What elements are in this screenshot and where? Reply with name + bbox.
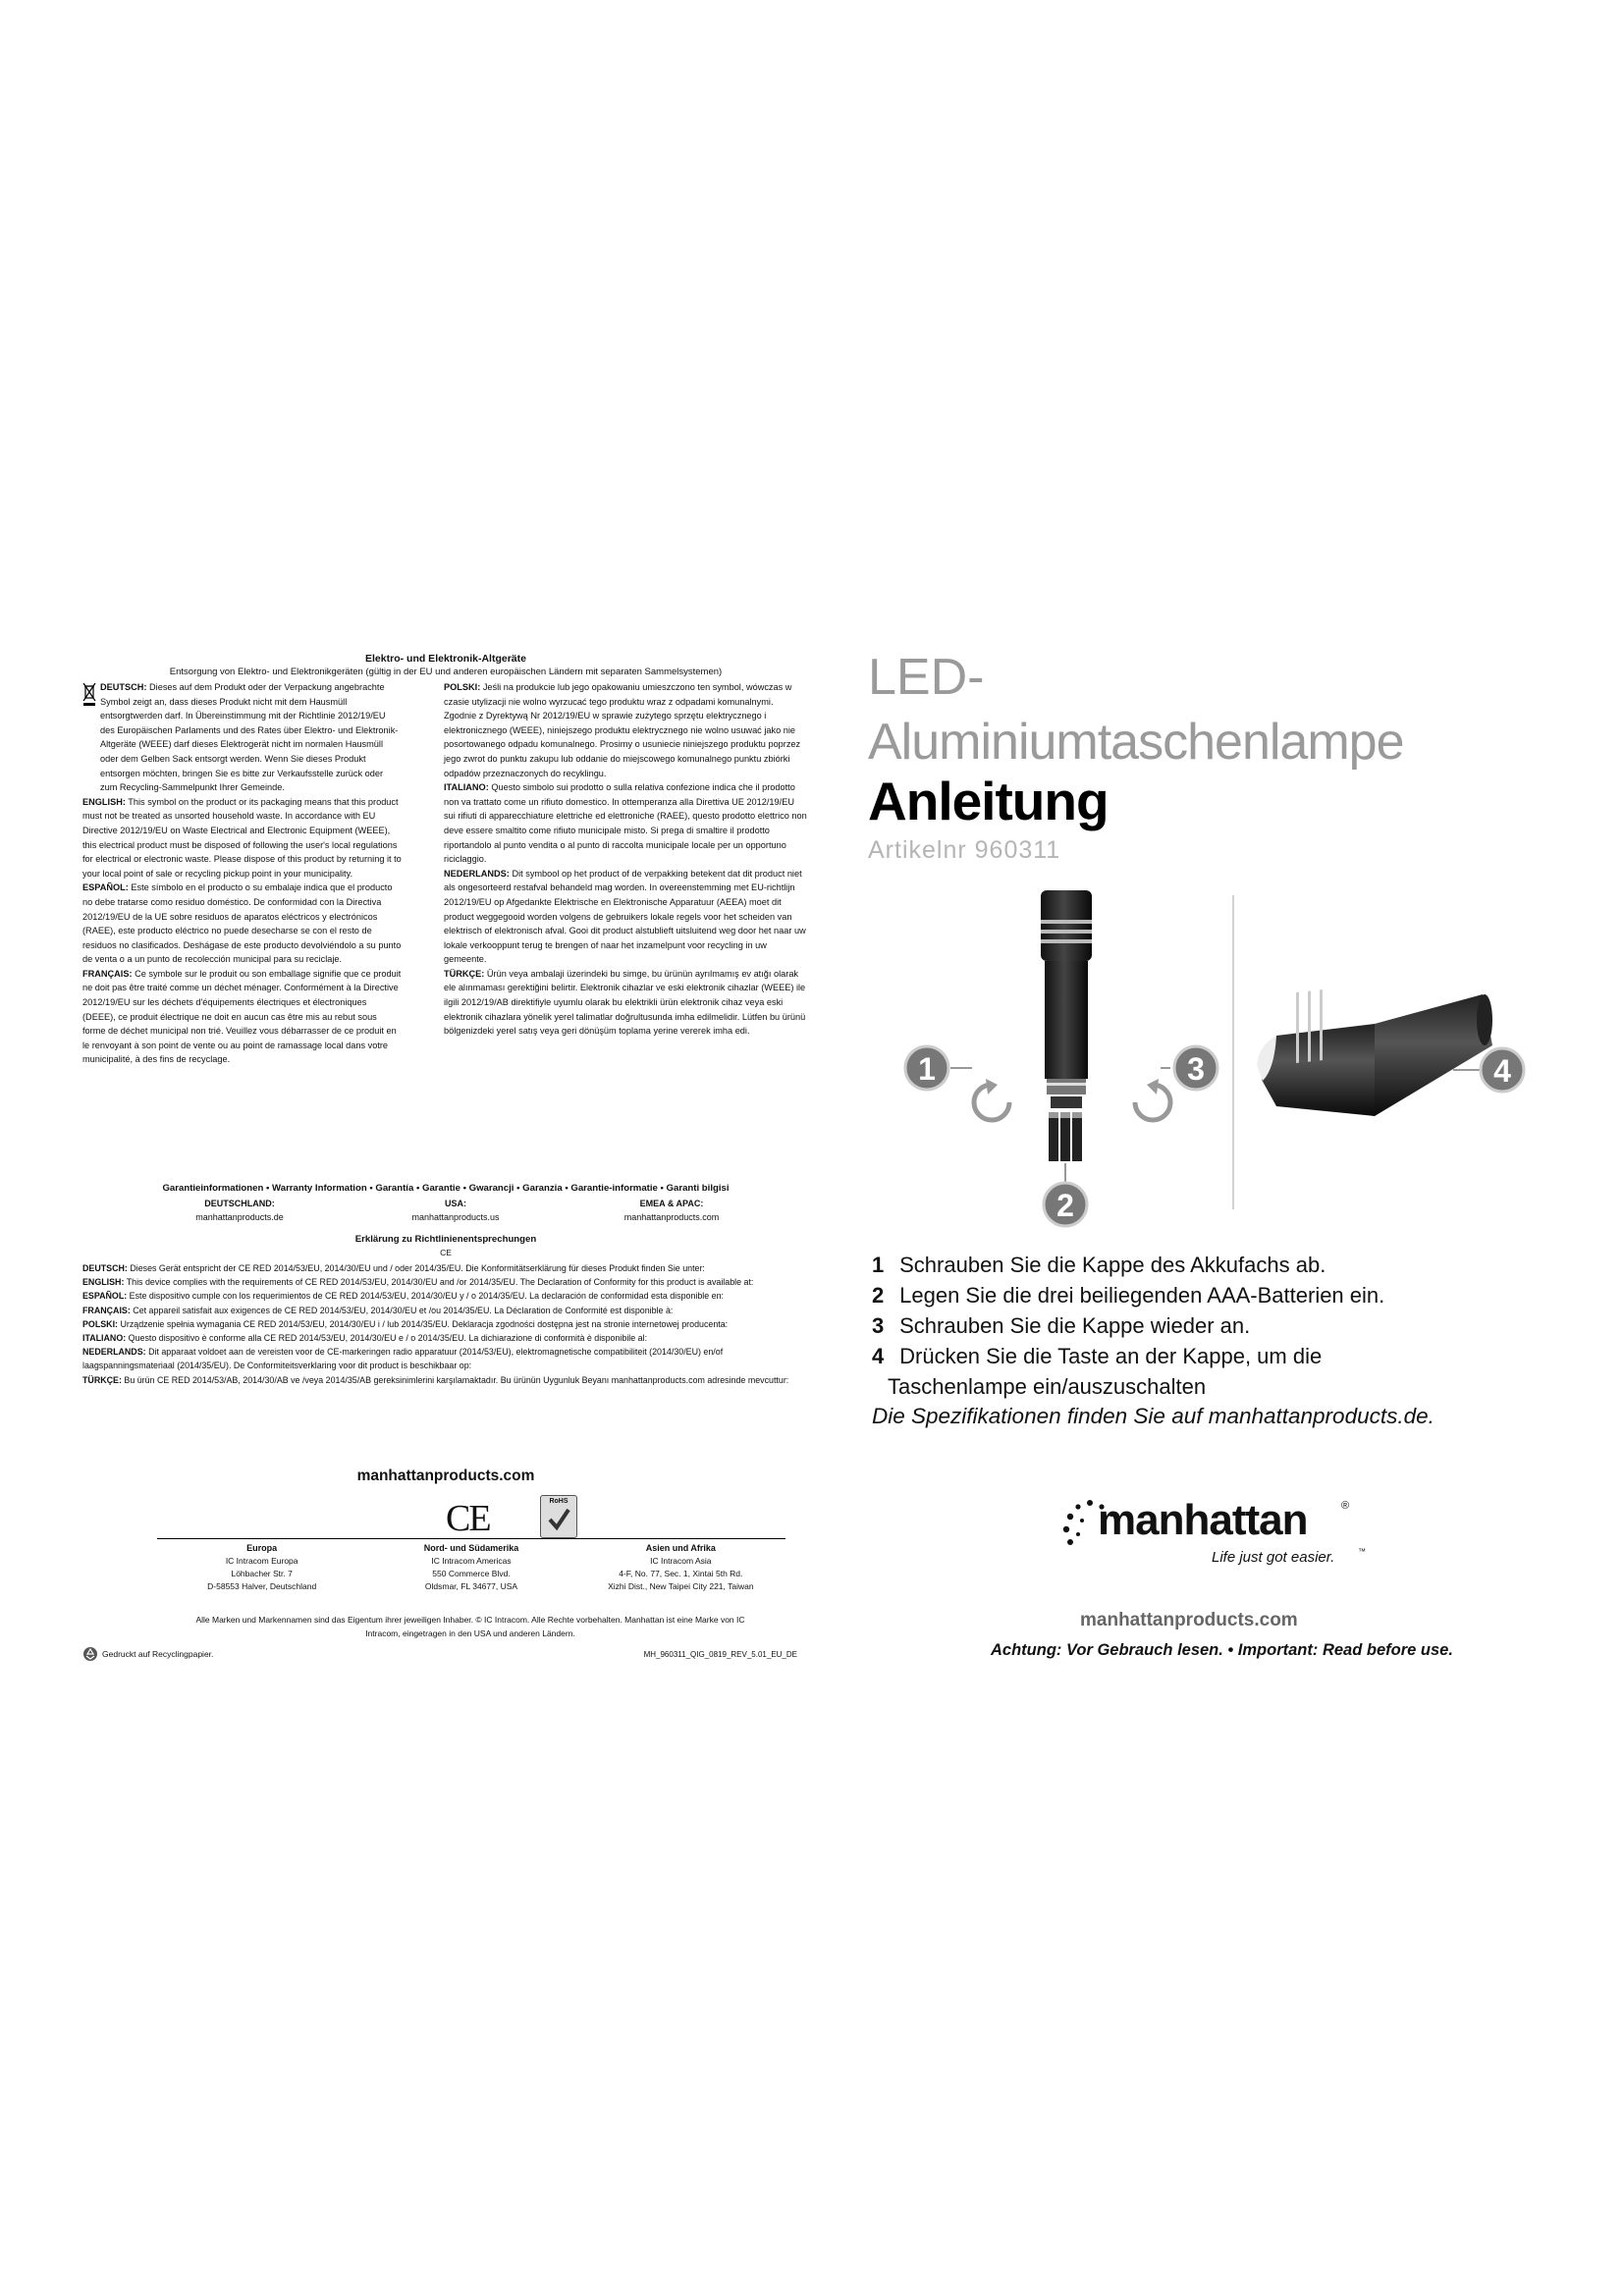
weee-paragraph-de: DEUTSCH: Dieses auf dem Produkt oder der Verpackung angebrachte Symbol zeigt an, dass dieses Produkt nicht mit dem Hausmüll entsorgtwerden darf. In Übereinstimmung mit der Richtlinie 2012/19/EU des Europäischen Parlaments und des Rates über Elektro- und Elektronik-Altgeräte (WEEE) darf dieses Elektrogerät nicht im normalen Hausmüll oder dem Gelben Sack entsorgt werden. Wenn Sie dieses Produkt entsorgen möchten, bringen Sie es bitte zur Verkaufsstelle zurück oder zum Recycling-Sammelpunkt Ihrer Gemeinde.: [82, 680, 402, 795]
office-addresses: [157, 1542, 785, 1593]
weee-paragraph-pl: POLSKI: Jeśli na produkcie lub jego opakowaniu umieszczono ten symbol, wówczas w czasie utylizacji nie wolno wyrzucać tego produktu wraz z odpadami komunalnymi. Zgodnie z Dyrektywą Nr 2012/19/EU w sprawie zużytego sprzętu elektrycznego i elektronicznego (WEEE), niniejszego produktu elektrycznego nie wolno usuwać jako nie posortowanego odpadu komunalnego. Prosimy o usuniecie niniejszego produktu poprzez jego zwrot do punktu zakupu lub oddanie do miejscowego komunalnego punktu zbiórki odpadów przeznaczonych do recyklingu.: [444, 682, 801, 778]
weee-paragraph-es: ESPAÑOL: Este símbolo en el producto o su embalaje indica que el producto no debe tratarse como residuo doméstico. De conformidad con la Directiva 2012/19/EU de la UE sobre residuos de aparatos eléctricos y electrónicos (RAEE), este producto eléctrico no puede desecharse se con el resto de residuos no clasificados. Deshágase de este producto devolviéndolo a su punto de venta o a un punto de recolección municipal para su reciclaje.: [82, 882, 402, 965]
product-title-line1: LED-: [868, 649, 985, 706]
logo-registered: ®: [1341, 1500, 1350, 1512]
declaration-es: ESPAÑOL: Este dispositivo cumple con los requerimientos de CE RED 2014/53/EU, 2014/30/EU y / o 2014/35/EU. La declaración de conformidad esta disponible en:: [82, 1291, 725, 1302]
recycled-notice: Gedruckt auf Recyclingpapier.: [82, 1646, 213, 1662]
ce-mark-icon: CE: [446, 1498, 490, 1539]
svg-text:2: 2: [1056, 1188, 1074, 1223]
callout-2: [1044, 1163, 1087, 1226]
svg-text:3: 3: [1187, 1051, 1205, 1087]
declaration-ce: CE: [440, 1248, 452, 1257]
declaration-de: DEUTSCH: Dieses Gerät entspricht der CE RED 2014/53/EU, 2014/30/EU und / oder 2014/35/EU. Die Konformitätserklärung für dieses Produkt finden Sie unter:: [82, 1263, 705, 1273]
read-before-use-warning: Achtung: Vor Gebrauch lesen. • Important: Read before use.: [991, 1641, 1453, 1659]
callout-1: [905, 1046, 972, 1090]
document-id: MH_960311_QIG_0819_REV_5.01_EU_DE: [643, 1650, 797, 1659]
flashlight-upright: [1041, 890, 1092, 1108]
warranty-url: manhattanproducts.us: [411, 1212, 500, 1222]
weee-paragraph-it: ITALIANO: Questo simbolo sui prodotto o sulla relativa confezione indica che il prodotto non va trattato come un rifiuto domestico. In ottemperanza alla Direttiva UE 2012/19/EU sui rifiuti di apparecchiature elettriche ed elettroniche (RAEE), questo prodotto elettrico non deve essere smaltito come rifiuto municipale misto. Si prega di smaltire il prodotto riportandolo al punto vendita o al punto di raccolta municipale locale per un opportuno riciclaggio.: [444, 782, 807, 865]
product-title-line2: Aluminiumtaschenlampe: [868, 714, 1404, 771]
weee-paragraph-fr: FRANÇAIS: Ce symbole sur le produit ou son emballage signifie que ce produit ne doit pas être traité comme un déchet ménager. Conformément à la Directive 2012/19/EU sur les déchets d'équipements électriques et électroniques (DEEE), ce produit électrique ne doit en aucun cas être mis au rebut sous forme de déchet municipal non trié. Veuillez vous débarrasser de ce produit en le renvoyant à son point de vente ou au point de ramassage local dans votre municipalité, à des fins de recyclage.: [82, 968, 402, 1065]
warranty-region: DEUTSCHLAND:: [204, 1199, 275, 1208]
declaration-it: ITALIANO: Questo dispositivo è conforme alla CE RED 2014/53/EU, 2014/30/EU e / o 2014/35/EU. La dichiarazione di conformità è disponibile al:: [82, 1333, 648, 1344]
trademark-notice: Alle Marken und Markennamen sind das Eigentum ihrer jeweiligen Inhaber. © IC Intracom. Alle Rechte vorbehalten. Manhattan ist eine Marke von IC Intracom, eingetragen in den USA und anderen Ländern.: [195, 1615, 745, 1638]
flashlight-illustration: [903, 888, 1532, 1242]
weee-subtitle: Entsorgung von Elektro- und Elektronikgeräten (gültig in der EU und anderen europäischen Ländern mit separaten Sammelsystemen): [169, 667, 723, 677]
logo-tagline: Life just got easier.: [1212, 1549, 1335, 1566]
weee-paragraph-nl: NEDERLANDS: Dit symbool op het product of de verpakking betekent dat dit product niet als ongesorteerd restafval behandeld mag worden. In overeenstemming met EU-richtlijn 2012/19/EU op Afgedankte Elektrische en Elektronische Apparatuur (AEEA) moet dit product weggegooid worden volgens de gebruikers lokale regels voor het scheiden van elektrisch of elektronisch afval. Gooi dit product alstublieft uitsluitend weg door het naar uw lokale verkooppunt terug te brengen of naar het inzamelpunt voor recycling in uw gemeente.: [444, 868, 806, 965]
weee-paragraph-en: ENGLISH: This symbol on the product or its packaging means that this product must not be treated as unsorted household waste. In accordance with EU Directive 2012/19/EU on Waste Electrical and Electronic Equipment (WEEE), this electrical product must be disposed of following the user's local regulations for electrical or electronic waste. Please dispose of this product by returning it to your local point of sale or recycling pickup point in your municipality.: [82, 796, 402, 879]
callout-3: [1161, 1046, 1218, 1090]
screw-arrow-icon: [1135, 1079, 1170, 1120]
check-icon: [541, 1496, 576, 1537]
step-2: 2 Legen Sie die drei beiliegenden AAA-Batterien ein.: [872, 1283, 1385, 1308]
declaration-en: ENGLISH: This device complies with the requirements of CE RED 2014/53/EU, 2014/30/EU and /or 2014/35/EU. The Declaration of Conformity for this product is available at:: [82, 1277, 754, 1288]
recycle-icon: [82, 1646, 98, 1662]
declaration-title: Erklärung zu Richtlinienentsprechungen: [354, 1234, 537, 1245]
warranty-region: USA:: [445, 1199, 466, 1208]
certification-marks: [367, 1493, 623, 1542]
brand-url: manhattanproducts.com: [1080, 1610, 1298, 1630]
warranty-title: Garantieinformationen • Warranty Information • Garantía • Garantie • Gwarancji • Garanzia • Garantie-informatie • Garanti bilgisi: [162, 1183, 730, 1194]
step-3: 3 Schrauben Sie die Kappe wieder an.: [872, 1313, 1251, 1338]
flashlight-lying: [1257, 989, 1492, 1116]
warranty-region: EMEA & APAC:: [639, 1199, 704, 1208]
declaration-fr: FRANÇAIS: Cet appareil satisfait aux exigences de CE RED 2014/53/EU, 2014/30/EU et /ou 2014/35/EU. La Déclaration de Conformité est disponible à:: [82, 1305, 674, 1315]
office-europe: Europa IC Intracom Europa Löhbacher Str. 7 D-58553 Halver, Deutschland: [207, 1543, 317, 1591]
warranty-links: [132, 1197, 780, 1224]
divider: [157, 1538, 785, 1539]
manhattan-logo: [1060, 1492, 1375, 1580]
batteries-icon: [1049, 1112, 1082, 1161]
rohs-icon: RoHS: [540, 1495, 577, 1538]
svg-text:1: 1: [918, 1051, 936, 1087]
weee-column-2: [444, 680, 807, 1039]
illustration-divider: [1232, 895, 1234, 1209]
manual-heading: Anleitung: [868, 771, 1109, 831]
logo-trademark: ™: [1358, 1547, 1366, 1556]
weee-paragraph-tr: TÜRKÇE: Ürün veya ambalaji üzerindeki bu simge, bu ürünün ayrılmamış ev atığı olarak ele alınmaması gerektiğini belirtir. Elektronik cihazlar ve eski elektronik cihazlar (WEEE) ile ilgili 2012/19/AB direktifiyle uyumlu olarak bu elektrikli ürün elektronik cihaz veya eski elektronik cihazlara yönelik yerel talimatlar doğrultusunda imha edilmelidir. Lütfen bu ürünü bölgenizdeki yerel satış veya geri dönüşüm toplama yerine vererek imha edi.: [444, 968, 806, 1037]
declaration-nl: NEDERLANDS: Dit apparaat voldoet aan de vereisten voor de CE-markeringen radio apparatuur (2014/53/EU), elektromagnetische compatibiliteit (2014/30/EU) en/of laagspanningsmateriaal (2014/35/EU). De Conformiteitsverklaring voor dit product is beschikbaar op:: [82, 1347, 724, 1371]
step-4-continuation: Taschenlampe ein/auszuschalten: [888, 1374, 1207, 1399]
step-1: 1 Schrauben Sie die Kappe des Akkufachs ab.: [872, 1253, 1326, 1277]
declaration-list: [82, 1261, 809, 1387]
office-americas: Nord- und Südamerika IC Intracom Americas 550 Commerce Blvd. Oldsmar, FL 34677, USA: [423, 1543, 519, 1591]
warranty-url: manhattanproducts.de: [195, 1212, 284, 1222]
declaration-pl: POLSKI: Urządzenie spełnia wymagania CE RED 2014/53/EU, 2014/30/EU i / lub 2014/35/EU. Deklaracja zgodności dostępna jest na stronie internetowej producenta:: [82, 1318, 729, 1329]
disposal-warranty-panel: [82, 653, 809, 1674]
site-url: manhattanproducts.com: [356, 1468, 535, 1484]
declaration-tr: TÜRKÇE: Bu ürün CE RED 2014/53/AB, 2014/30/AB ve /veya 2014/35/AB gereksinimlerini karşılamaktadır. Bu ürünün Uygunluk Beyanı manhattanproducts.com adresinde mevcuttur:: [82, 1374, 789, 1385]
article-number: Artikelnr 960311: [868, 836, 1061, 864]
weee-column-1: [82, 680, 402, 1067]
instruction-steps: [872, 1250, 1559, 1402]
office-asia: Asien und Afrika IC Intracom Asia 4-F, No. 77, Sec. 1, Xintai 5th Rd. Xizhi Dist., New Taipei City 221, Taiwan: [608, 1543, 754, 1591]
weee-title: Elektro- und Elektronik-Altgeräte: [365, 653, 526, 665]
step-4: 4 Drücken Sie die Taste an der Kappe, um die: [872, 1344, 1323, 1368]
logo-wordmark: manhattan: [1098, 1496, 1308, 1544]
unscrew-arrow-icon: [974, 1079, 1009, 1120]
warranty-url: manhattanproducts.com: [623, 1212, 720, 1222]
specification-note: Die Spezifikationen finden Sie auf manhattanproducts.de.: [872, 1404, 1435, 1428]
svg-text:4: 4: [1493, 1053, 1511, 1089]
crossed-bin-icon: [82, 682, 96, 708]
